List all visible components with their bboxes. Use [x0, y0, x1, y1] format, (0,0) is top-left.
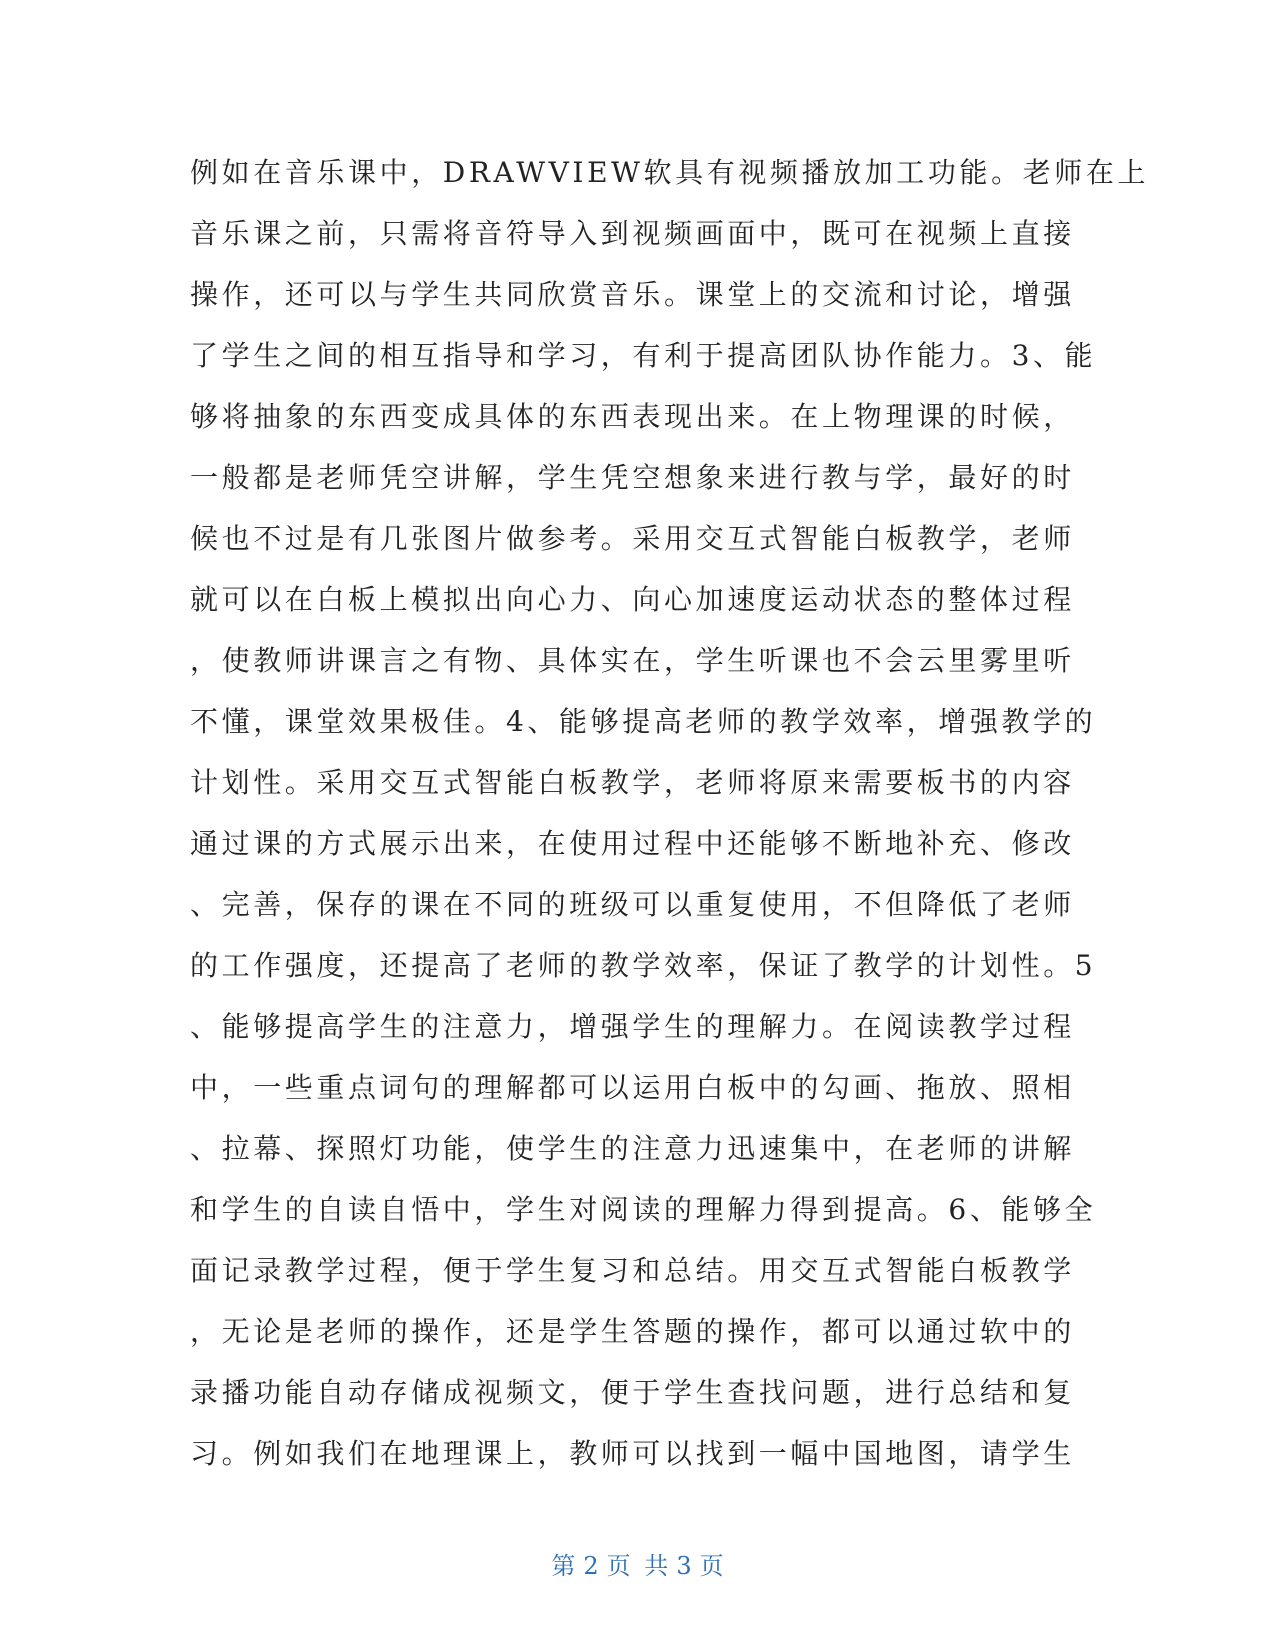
text-line: 、拉幕、探照灯功能，使学生的注意力迅速集中，在老师的讲解: [190, 1132, 1075, 1165]
text-line: 候也不过是有几张图片做参考。采用交互式智能白板教学，老师: [190, 522, 1075, 555]
text-line: 录播功能自动存储成视频文，便于学生查找问题，进行总结和复: [190, 1376, 1075, 1409]
text-line: 习。例如我们在地理课上，教师可以找到一幅中国地图，请学生: [190, 1437, 1075, 1470]
text-line: ，无论是老师的操作，还是学生答题的操作，都可以通过软中的: [190, 1315, 1075, 1348]
text-line: 计划性。采用交互式智能白板教学，老师将原来需要板书的内容: [190, 766, 1075, 799]
text-line: 、能够提高学生的注意力，增强学生的理解力。在阅读教学过程: [190, 1010, 1075, 1043]
text-line: 例如在音乐课中，DRAWVIEW软具有视频播放加工功能。老师在上: [190, 156, 1150, 189]
footer-total-pages: 3: [676, 1552, 692, 1580]
text-line: 就可以在白板上模拟出向心力、向心加速度运动状态的整体过程: [190, 583, 1075, 616]
text-line: 了学生之间的相互指导和学习，有利于提高团队协作能力。3、能: [190, 339, 1097, 372]
footer-prefix: 第: [551, 1552, 576, 1580]
text-line: 够将抽象的东西变成具体的东西表现出来。在上物理课的时候，: [190, 400, 1075, 433]
footer-middle: 页 共: [606, 1552, 669, 1580]
text-line: 的工作强度，还提高了老师的教学效率，保证了教学的计划性。5: [190, 949, 1097, 982]
text-line: 面记录教学过程，便于学生复习和总结。用交互式智能白板教学: [190, 1254, 1075, 1287]
footer-current-page: 2: [583, 1552, 599, 1580]
page-footer: [0, 1546, 1275, 1581]
text-line: 、完善，保存的课在不同的班级可以重复使用，不但降低了老师: [190, 888, 1075, 921]
text-line: 不懂，课堂效果极佳。4、能够提高老师的教学效率，增强教学的: [190, 705, 1097, 738]
text-line: 和学生的自读自悟中，学生对阅读的理解力得到提高。6、能够全: [190, 1193, 1097, 1226]
text-line: 一般都是老师凭空讲解，学生凭空想象来进行教与学，最好的时: [190, 461, 1075, 494]
text-line: ，使教师讲课言之有物、具体实在，学生听课也不会云里雾里听: [190, 644, 1075, 677]
text-line: 中，一些重点词句的理解都可以运用白板中的勾画、拖放、照相: [190, 1071, 1075, 1104]
text-line: 操作，还可以与学生共同欣赏音乐。课堂上的交流和讨论，增强: [190, 278, 1075, 311]
footer-suffix: 页: [699, 1552, 724, 1580]
body-text: [190, 142, 1150, 1484]
text-line: 音乐课之前，只需将音符导入到视频画面中，既可在视频上直接: [190, 217, 1075, 250]
text-line: 通过课的方式展示出来，在使用过程中还能够不断地补充、修改: [190, 827, 1075, 860]
